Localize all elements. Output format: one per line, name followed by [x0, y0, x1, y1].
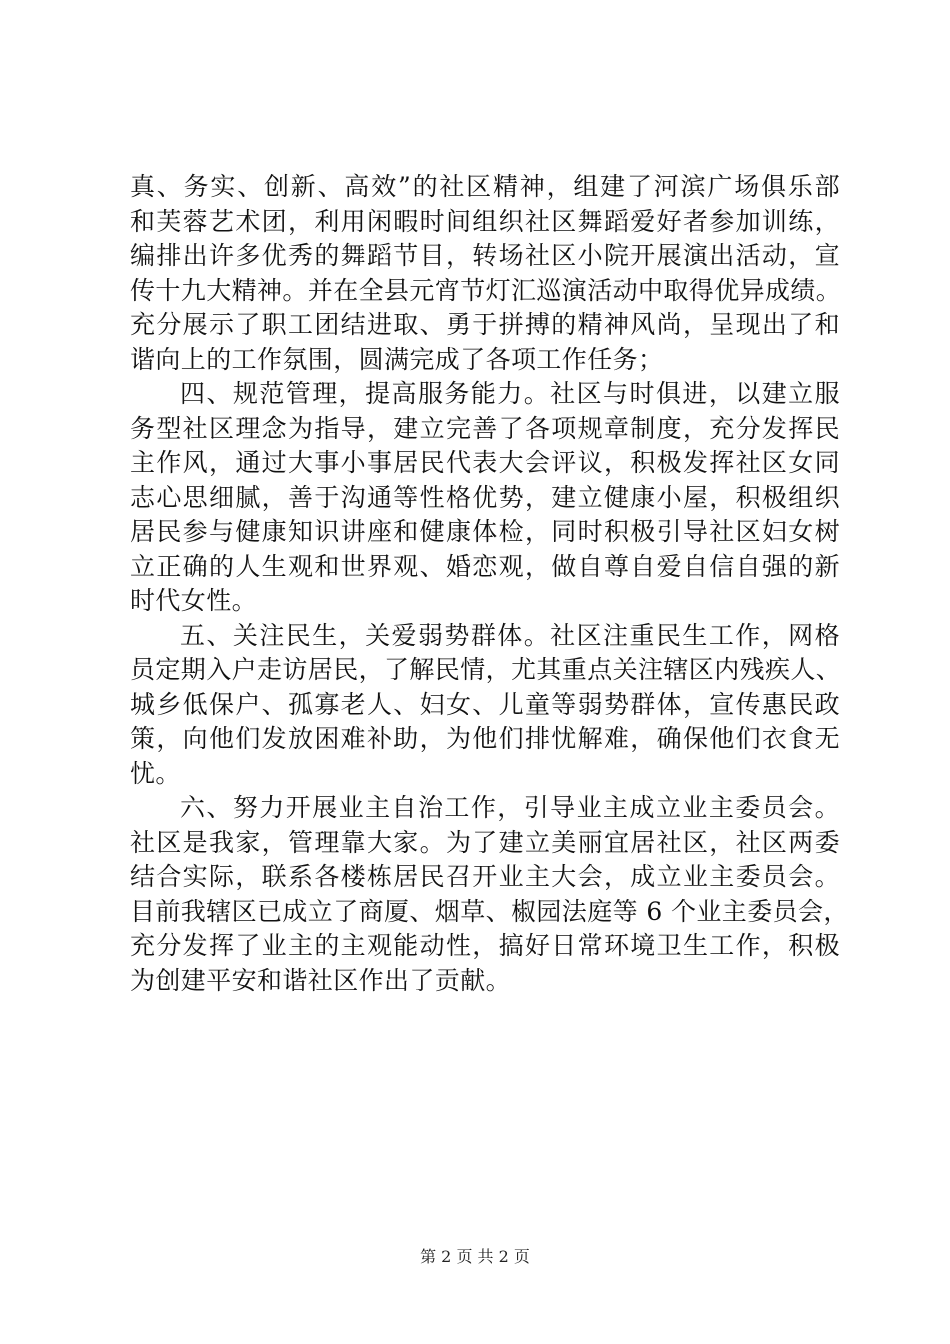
text-line: 谐向上的工作氛围，圆满完成了各项工作任务；: [130, 344, 664, 374]
text-line: 主作风，通过大事小事居民代表大会评议，积极发挥社区女同: [130, 448, 840, 477]
text-line: 和芙蓉艺术团，利用闲暇时间组织社区舞蹈爱好者参加训练，: [130, 206, 840, 236]
text-line: 志心思细腻，善于沟通等性格优势，建立健康小屋，积极组织: [130, 482, 840, 512]
text-line: 策，向他们发放困难补助，为他们排忧解难，确保他们衣食无: [130, 724, 840, 753]
text-line: 为创建平安和谐社区作出了贡献。: [130, 965, 512, 995]
text-line: 城乡低保户、孤寡老人、妇女、儿童等弱势群体，宣传惠民政: [130, 689, 840, 719]
text-line: 结合实际，联系各楼栋居民召开业主大会，成立业主委员会。: [130, 862, 840, 891]
text-line: 务型社区理念为指导，建立完善了各项规章制度，充分发挥民: [130, 413, 840, 443]
paragraph-first-line: 四、规范管理，提高服务能力。社区与时俱进，以建立服: [180, 379, 840, 408]
document-body: [130, 170, 849, 998]
text-line: 居民参与健康知识讲座和健康体检，同时积极引导社区妇女树: [130, 517, 840, 546]
text-line: 时代女性。: [130, 586, 258, 615]
text-line: 员定期入户走访居民，了解民情，尤其重点关注辖区内残疾人、: [130, 655, 842, 684]
text-line: 充分展示了职工团结进取、勇于拼搏的精神风尚，呈现出了和: [130, 310, 840, 339]
text-line: 忧。: [130, 758, 181, 788]
paragraph-first-line: 六、努力开展业主自治工作，引导业主成立业主委员会。: [180, 793, 840, 822]
text-line: 真、务实、创新、高效”的社区精神，组建了河滨广场俱乐部: [130, 172, 840, 201]
paragraph-first-line: 五、关注民生，关爱弱势群体。社区注重民生工作，网格: [180, 620, 840, 650]
page-footer: 第 2 页 共 2 页: [420, 1247, 530, 1266]
text-line: 充分发挥了业主的主观能动性，搞好日常环境卫生工作，积极: [130, 931, 840, 960]
text-line: 目前我辖区已成立了商厦、烟草、椒园法庭等 6 个业主委员会，: [130, 896, 849, 926]
text-line: 社区是我家，管理靠大家。为了建立美丽宜居社区，社区两委: [130, 827, 840, 857]
text-line: 传十九大精神。并在全县元宵节灯汇巡演活动中取得优异成绩。: [130, 275, 842, 305]
text-line: 编排出许多优秀的舞蹈节目，转场社区小院开展演出活动，宣: [130, 241, 840, 270]
text-line: 立正确的人生观和世界观、婚恋观，做自尊自爱自信自强的新: [130, 551, 840, 581]
